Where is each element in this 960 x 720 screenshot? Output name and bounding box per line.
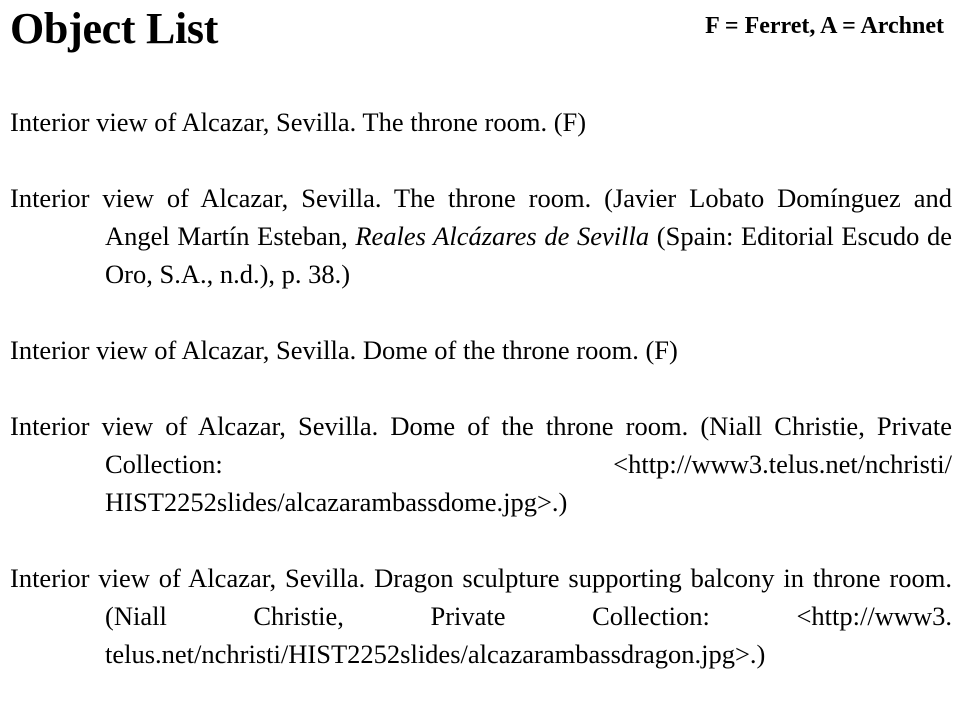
list-item — [10, 559, 952, 673]
list-item — [10, 331, 952, 369]
entry-text: Interior view of Alcazar, Sevilla. Dome of the throne room. (Niall Christie, Private Collection: <http://www3.telus.net/nchristi/ HIST2252slides/alcazarambassdome.jpg>.) — [10, 411, 952, 517]
entry-text: Interior view of Alcazar, Sevilla. Dragon sculpture supporting balcony in throne room. (Niall Christie, Private Collection: <http://www3. telus.net/nchristi/HIST2252slides/alcazarambassdragon.jpg>.) — [10, 563, 952, 669]
entry-text: Interior view of Alcazar, Sevilla. Dome of the throne room. (F) — [10, 335, 678, 365]
entry-text: Interior view of Alcazar, Sevilla. The throne room. (Javier Lobato Domínguez and Angel Martín Esteban, — [10, 183, 952, 251]
list-item — [10, 179, 952, 293]
list-item — [10, 103, 952, 141]
entry-text: (Spain: Editorial Escudo de Oro, S.A., n.d.), p. 38.) — [105, 221, 952, 289]
book-title: Reales Alcázares de Sevilla — [355, 221, 650, 251]
source-legend: F = Ferret, A = Archnet — [705, 13, 944, 39]
list-item — [10, 407, 952, 521]
object-list — [10, 103, 952, 673]
page-title: Object List — [10, 4, 219, 53]
entry-text: Interior view of Alcazar, Sevilla. The throne room. (F) — [10, 107, 587, 137]
